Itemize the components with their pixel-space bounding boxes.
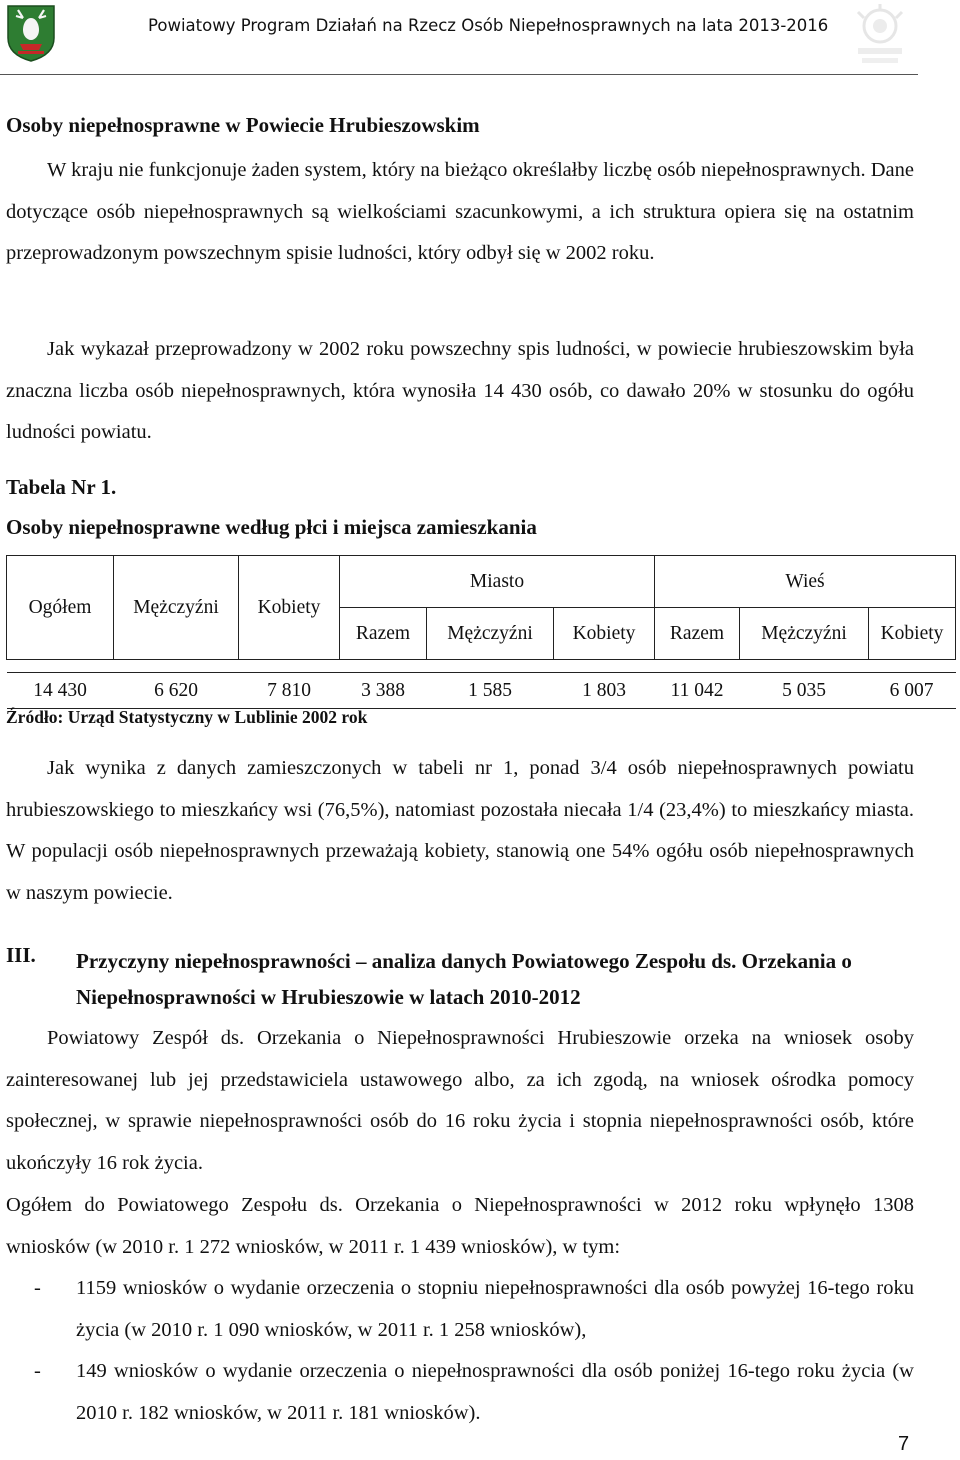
intro-paragraph	[6, 150, 914, 275]
paragraph-text: Jak wynika z danych zamieszczonych w tabeli nr 1, ponad 3/4 osób niepełnosprawnych powiatu hrubieszowskiego to mieszkańcy wsi (76,5%), natomiast pozostała niecała 1/4 (23,4%) to mieszkańcy miasta. W populacji osób niepełnosprawnych przeważają kobiety, stanowią one 54% ogółu osób niepełnosprawnych w naszym powiecie.	[6, 757, 914, 904]
subheader-cell: Mężczyźni	[427, 608, 554, 660]
header-cell: Kobiety	[239, 556, 340, 660]
table-label: Tabela Nr 1.	[6, 475, 117, 499]
table-cell: 5 035	[740, 673, 869, 709]
table-cell: 6 007	[869, 673, 956, 709]
table-header-row	[7, 556, 956, 608]
table-cell: 1 803	[554, 673, 655, 709]
paragraph-text: Powiatowy Zespół ds. Orzekania o Niepełnosprawności Hrubieszowie orzeka na wniosek osoby zainteresowanej lub jej przedstawiciela ustawowego albo, za ich zgodą, na wniosek ośrodka pomocy społecznej, w sprawie niepełnosprawności osób do 16 roku życia i stopnia niepełnosprawności osób, które ukończyły 16 rok życia.	[6, 1027, 914, 1174]
table-caption: Osoby niepełnosprawne według płci i miejsca zamieszkania	[6, 515, 537, 539]
section-number: III.	[6, 943, 36, 967]
header-cell: Ogółem	[7, 556, 114, 660]
applications-paragraph	[6, 1185, 914, 1268]
census-paragraph	[6, 329, 914, 454]
header-cell: Wieś	[655, 556, 956, 608]
paragraph-text: W kraju nie funkcjonuje żaden system, który na bieżąco określałby liczbę osób niepełnosprawnych. Dane dotyczące osób niepełnosprawnych są wielkościami szacunkowymi, a ich struktura opiera się na ostatnim przeprowadzonym powszechnym spisie ludności, który odbył się w 2002 roku.	[6, 159, 914, 264]
list-item-text: 149 wniosków o wydanie orzeczenia o niepełnosprawności dla osób poniżej 16-tego roku życia (w 2010 r. 182 wniosków, w 2011 r. 181 wniosków).	[76, 1360, 914, 1424]
watermark-logo-icon	[848, 4, 912, 70]
table-cell: 6 620	[114, 673, 239, 709]
list-bullet: -	[34, 1360, 41, 1382]
list-item	[6, 1268, 914, 1351]
page-number: 7	[898, 1433, 910, 1455]
table-cell: 7 810	[239, 673, 340, 709]
subheader-cell: Kobiety	[869, 608, 956, 660]
list-item-text: 1159 wniosków o wydanie orzeczenia o stopniu niepełnosprawności dla osób powyżej 16-tego roku życia (w 2010 r. 1 090 wniosków, w 2011 r. 1 258 wniosków),	[76, 1277, 914, 1341]
table-cell: 11 042	[655, 673, 740, 709]
section-heading: Osoby niepełnosprawne w Powiecie Hrubieszowskim	[6, 113, 480, 137]
header-cell: Miasto	[340, 556, 655, 608]
subheader-cell: Mężczyźni	[740, 608, 869, 660]
table-row	[7, 673, 956, 709]
subheader-cell: Razem	[340, 608, 427, 660]
table-cell: 3 388	[340, 673, 427, 709]
analysis-paragraph	[6, 748, 914, 914]
header-rule	[0, 74, 918, 75]
section-heading: Przyczyny niepełnosprawności – analiza danych Powiatowego Zespołu ds. Orzekania o Niepełnosprawności w Hrubieszowie w latach 2010-2012	[76, 949, 852, 1009]
header-cell: Mężczyźni	[114, 556, 239, 660]
document-running-title: Powiatowy Program Działań na Rzecz Osób Niepełnosprawnych na lata 2013-2016	[148, 16, 829, 35]
board-paragraph	[6, 1018, 914, 1184]
paragraph-text: Jak wykazał przeprowadzony w 2002 roku powszechny spis ludności, w powiecie hrubieszowskim była znaczna liczba osób niepełnosprawnych, która wynosiła 14 430 osób, co dawało 20% w stosunku do ogółu ludności powiatu.	[6, 338, 914, 443]
applications-list	[6, 1268, 914, 1434]
table-cell: 14 430	[7, 673, 114, 709]
table-cell: 1 585	[427, 673, 554, 709]
page-header	[0, 0, 960, 80]
list-item	[6, 1351, 914, 1434]
paragraph-text: Ogółem do Powiatowego Zespołu ds. Orzekania o Niepełnosprawności w 2012 roku wpłynęło 1308 wniosków (w 2010 r. 1 272 wniosków, w 2011 r. 1 439 wniosków), w tym:	[6, 1194, 914, 1258]
disability-table	[6, 555, 956, 709]
subheader-cell: Kobiety	[554, 608, 655, 660]
table-source: Źródło: Urząd Statystyczny w Lublinie 2002 rok	[6, 707, 368, 727]
subheader-cell: Razem	[655, 608, 740, 660]
list-bullet: -	[34, 1277, 41, 1299]
county-crest-icon	[6, 4, 56, 62]
